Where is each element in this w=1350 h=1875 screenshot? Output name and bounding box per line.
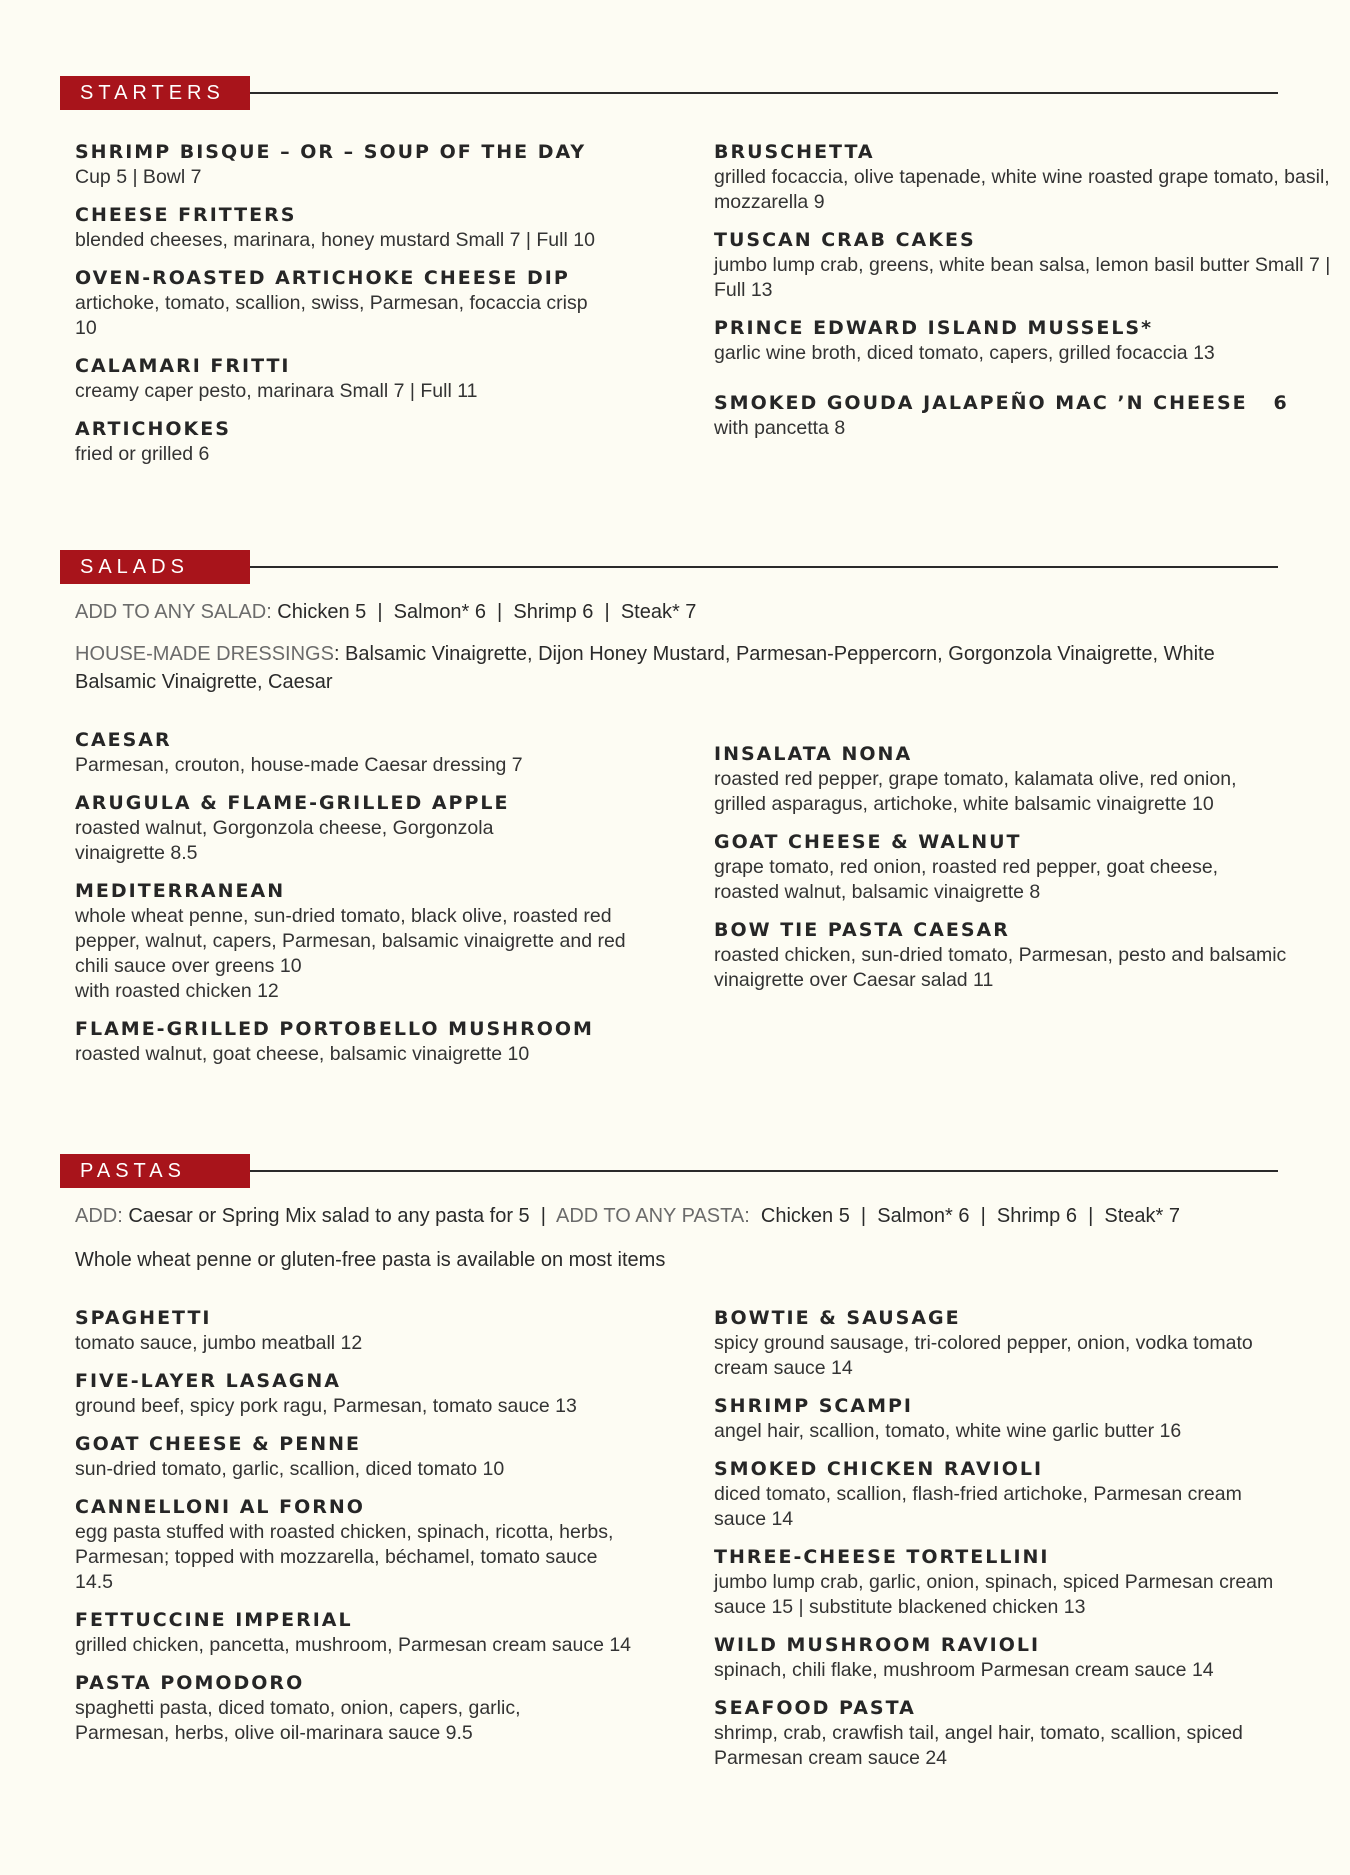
item-name: FETTUCCINE IMPERIAL [75,1609,353,1631]
menu-item [714,1457,1334,1532]
menu-item [75,1495,675,1595]
menu-item [75,266,675,341]
pastas-title: PASTAS [60,1154,250,1188]
pastas-header [60,1154,1278,1188]
item-desc: Parmesan, crouton, house-made Caesar dressing 7 [75,754,523,776]
starters-section [60,76,1331,465]
item-desc: blended cheeses, marinara, honey mustard Small 7 | Full 10 [75,229,595,251]
item-name: THREE-CHEESE TORTELLINI [714,1546,1050,1568]
menu-item [75,728,675,778]
menu-item [75,1017,675,1067]
salads-add-label: ADD TO ANY SALAD: [75,601,272,623]
pastas-add2-label: ADD TO ANY PASTA: [555,1205,750,1227]
item-name: CHEESE FRITTERS [75,204,297,226]
item-desc: roasted chicken, sun-dried tomato, Parmesan, pesto and balsamic vinaigrette over Caesar salad 11 [714,944,1287,991]
menu-item [714,228,1334,303]
item-desc: ground beef, spicy pork ragu, Parmesan, tomato sauce 13 [75,1395,577,1417]
menu-item [714,1545,1334,1620]
item-desc: garlic wine broth, diced tomato, capers, grilled focaccia 13 [714,342,1215,364]
item-name: CANNELLONI AL FORNO [75,1496,365,1518]
pastas-rule [250,1170,1278,1172]
item-name: SMOKED CHICKEN RAVIOLI [714,1458,1044,1480]
item-name: GOAT CHEESE & PENNE [75,1433,361,1455]
item-desc: egg pasta stuffed with roasted chicken, spinach, ricotta, herbs, Parmesan; topped with mozzarella, béchamel, tomato sauce 14.5 [75,1521,614,1593]
pastas-left-column [75,1306,675,1759]
menu-item [75,791,675,866]
item-desc-extra: with roasted chicken 12 [75,980,279,1002]
item-desc: creamy caper pesto, marinara Small 7 | Full 11 [75,380,478,402]
item-name: PASTA POMODORO [75,1672,305,1694]
menu-item [75,1608,675,1658]
item-desc: with pancetta 8 [714,417,846,439]
item-name: SMOKED GOUDA JALAPEÑO MAC ’N CHEESE 6 [714,392,1289,414]
salads-header [60,550,1278,584]
menu-item [714,830,1334,905]
menu-item [714,140,1334,215]
item-desc: fried or grilled 6 [75,443,210,465]
item-name: SHRIMP SCAMPI [714,1395,913,1417]
menu-item [75,879,675,1004]
salads-section [60,550,1287,1065]
pastas-add2-text: Chicken 5 | Salmon* 6 | Shrimp 6 | Steak* 7 [749,1205,1180,1227]
starters-left-column [75,140,675,480]
salads-add-note [75,598,1278,626]
menu-item [75,1671,675,1746]
menu-item [714,1394,1334,1444]
item-name: SEAFOOD PASTA [714,1697,916,1719]
item-desc: shrimp, crab, crawfish tail, angel hair, tomato, scallion, spiced Parmesan cream sauce 24 [714,1722,1243,1769]
salads-dressings-label: HOUSE-MADE DRESSINGS [75,643,334,665]
menu-item [714,316,1334,366]
menu-item [75,140,675,190]
pastas-right-column [714,1306,1334,1784]
item-desc: spinach, chili flake, mushroom Parmesan cream sauce 14 [714,1659,1214,1681]
menu-item [714,742,1334,817]
item-name: SPAGHETTI [75,1307,212,1329]
item-name: GOAT CHEESE & WALNUT [714,831,1022,853]
menu-item [714,391,1334,441]
item-name: TUSCAN CRAB CAKES [714,229,976,251]
item-name: ARUGULA & FLAME-GRILLED APPLE [75,792,510,814]
menu-item [75,1306,675,1356]
item-name: CAESAR [75,729,172,751]
item-desc: grilled focaccia, olive tapenade, white wine roasted grape tomato, basil, mozzarella 9 [714,166,1330,213]
item-desc: roasted walnut, Gorgonzola cheese, Gorgonzola vinaigrette 8.5 [75,817,494,864]
pastas-add-note [75,1202,1278,1230]
pastas-note: Whole wheat penne or gluten-free pasta is available on most items [75,1249,666,1271]
item-desc: artichoke, tomato, scallion, swiss, Parmesan, focaccia crisp 10 [75,292,588,339]
item-desc: whole wheat penne, sun-dried tomato, black olive, roasted red pepper, walnut, capers, Parmesan, balsamic vinaigrette and red chili sauce over greens 10 [75,905,626,977]
item-desc: grilled chicken, pancetta, mushroom, Parmesan cream sauce 14 [75,1634,632,1656]
item-desc: jumbo lump crab, greens, white bean salsa, lemon basil butter Small 7 | Full 13 [714,254,1331,301]
menu-item [714,1306,1334,1381]
item-name: WILD MUSHROOM RAVIOLI [714,1634,1041,1656]
salads-title: SALADS [60,550,250,584]
item-name: BRUSCHETTA [714,141,875,163]
starters-rule [250,92,1278,94]
item-desc: roasted walnut, goat cheese, balsamic vinaigrette 10 [75,1043,530,1065]
salads-right-column [714,742,1334,1006]
pastas-add-label: ADD: [75,1205,123,1227]
salads-add-text: Chicken 5 | Salmon* 6 | Shrimp 6 | Steak* 7 [271,601,697,623]
menu-item [75,203,675,253]
menu-item [75,354,675,404]
starters-right-column [714,140,1334,454]
item-name: ARTICHOKES [75,418,231,440]
salads-left-column [75,728,675,1080]
item-desc: sun-dried tomato, garlic, scallion, diced tomato 10 [75,1458,505,1480]
item-desc: jumbo lump crab, garlic, onion, spinach, spiced Parmesan cream sauce 15 | substitute blackened chicken 13 [714,1571,1274,1618]
item-desc: tomato sauce, jumbo meatball 12 [75,1332,363,1354]
menu-item [714,1633,1334,1683]
item-name: SHRIMP BISQUE – OR – SOUP OF THE DAY [75,141,587,163]
item-name: BOWTIE & SAUSAGE [714,1307,961,1329]
item-name: FLAME-GRILLED PORTOBELLO MUSHROOM [75,1018,594,1040]
item-desc: spaghetti pasta, diced tomato, onion, capers, garlic, Parmesan, herbs, olive oil-marinara sauce 9.5 [75,1697,521,1744]
pastas-section [60,1154,1278,1769]
item-desc: roasted red pepper, grape tomato, kalamata olive, red onion, grilled asparagus, artichoke, white balsamic vinaigrette 10 [714,768,1237,815]
item-name: MEDITERRANEAN [75,880,286,902]
pastas-add-text: Caesar or Spring Mix salad to any pasta for 5 | [122,1205,556,1227]
menu-item [75,417,675,467]
salads-dressings-text: : Balsamic Vinaigrette, Dijon Honey Mustard, Parmesan-Peppercorn, Gorgonzola Vinaigrette, White Balsamic Vinaigrette, Caesar [75,643,1215,693]
menu-item [714,1696,1334,1771]
item-name: CALAMARI FRITTI [75,355,291,377]
item-desc: Cup 5 | Bowl 7 [75,166,202,188]
starters-header [60,76,1278,110]
item-name: BOW TIE PASTA CAESAR [714,919,1010,941]
item-name: FIVE-LAYER LASAGNA [75,1370,341,1392]
menu-item [714,918,1334,993]
salads-dressings-note [75,640,1275,696]
menu-item [75,1369,675,1419]
item-desc: angel hair, scallion, tomato, white wine garlic butter 16 [714,1420,1182,1442]
item-name: PRINCE EDWARD ISLAND MUSSELS* [714,317,1154,339]
item-desc: spicy ground sausage, tri-colored pepper, onion, vodka tomato cream sauce 14 [714,1332,1253,1379]
salads-rule [250,566,1278,568]
item-name: INSALATA NONA [714,743,913,765]
item-desc: grape tomato, red onion, roasted red pepper, goat cheese, roasted walnut, balsamic vinaigrette 8 [714,856,1219,903]
item-desc: diced tomato, scallion, flash-fried artichoke, Parmesan cream sauce 14 [714,1483,1242,1530]
menu-item [75,1432,675,1482]
item-name: OVEN-ROASTED ARTICHOKE CHEESE DIP [75,267,570,289]
starters-title: STARTERS [60,76,250,110]
